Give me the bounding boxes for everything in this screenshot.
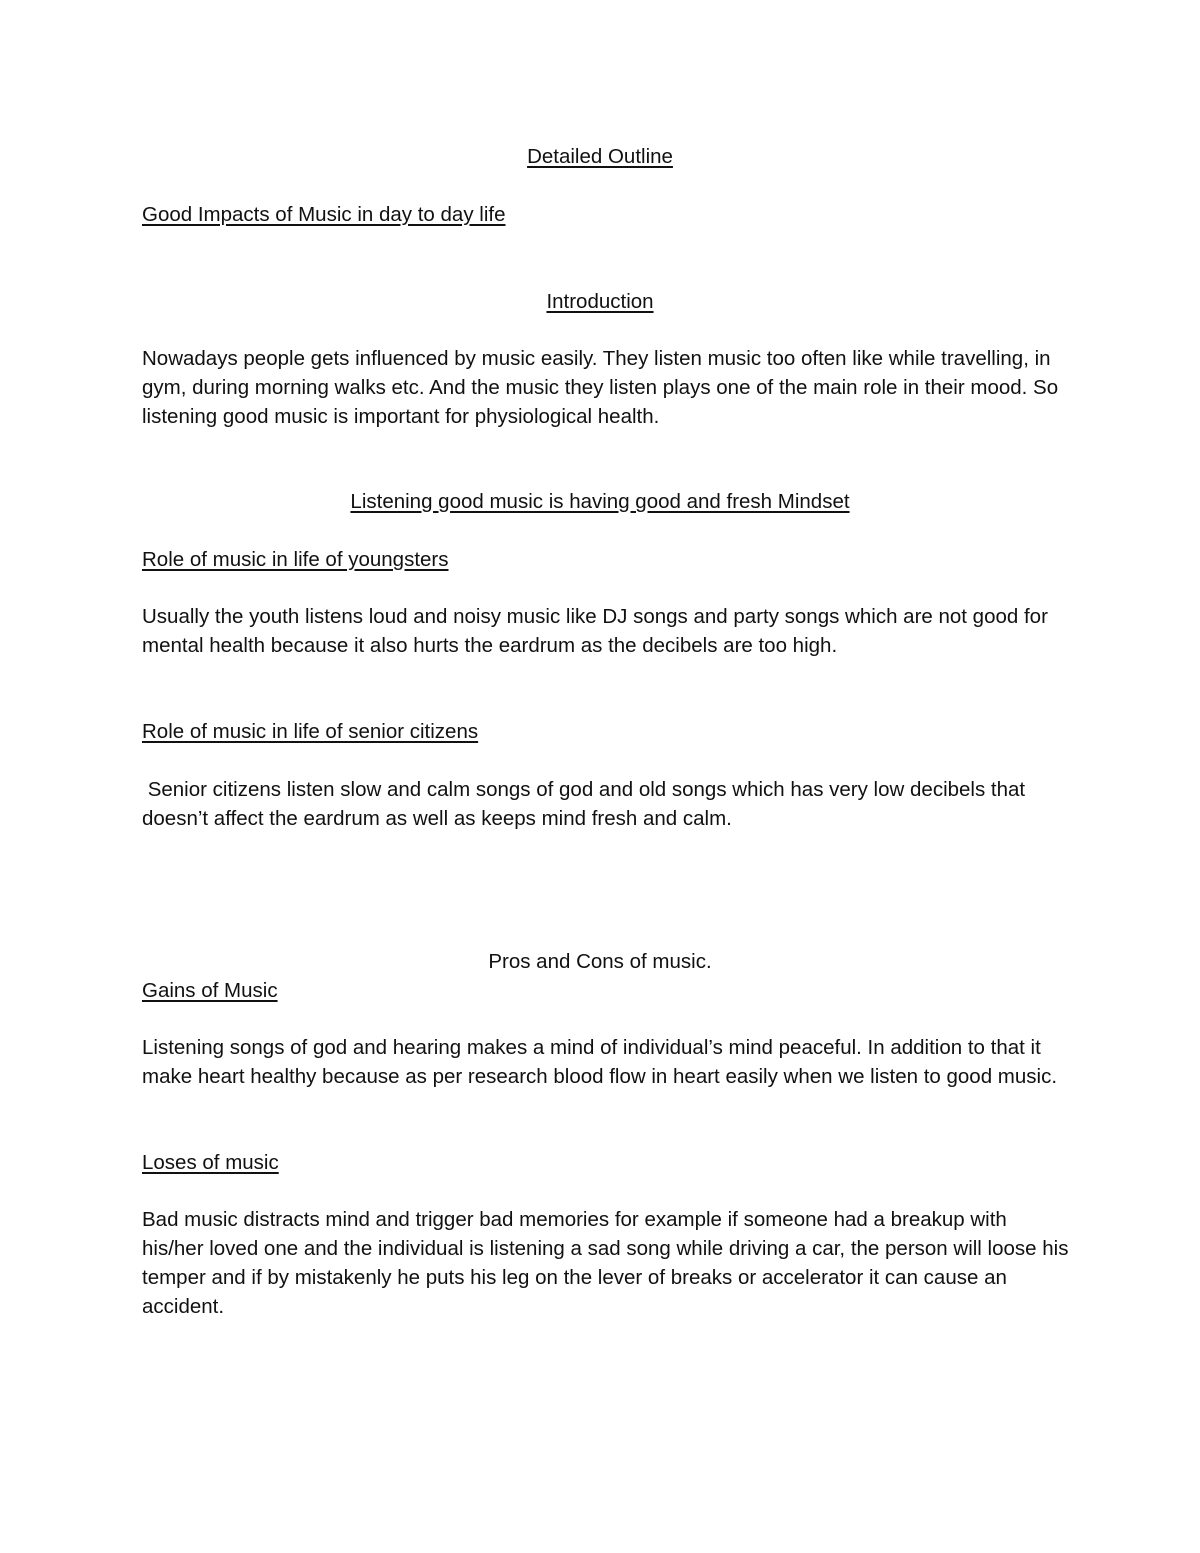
introduction-heading: Introduction (546, 290, 654, 313)
loses-body: Bad music distracts mind and trigger bad memories for example if someone had a breakup with his/her loved one and the individual is listening a sad song while driving a car, the person will loose his temper and if by mistakenly he puts his leg on the lever of breaks or accelerator it can cause an accident. (142, 1208, 1069, 1318)
pros-cons-heading: Pros and Cons of music. (488, 950, 712, 973)
mindset-heading: Listening good music is having good and fresh Mindset (350, 490, 850, 513)
document-title: Detailed Outline (527, 145, 673, 168)
topic-heading: Good Impacts of Music in day to day life (142, 203, 506, 226)
seniors-heading: Role of music in life of senior citizens (142, 720, 479, 743)
gains-body: Listening songs of god and hearing makes a mind of individual’s mind peaceful. In addition to that it make heart healthy because as per research blood flow in heart easily when we listen to good music. (142, 1036, 1058, 1088)
youngsters-body: Usually the youth listens loud and noisy music like DJ songs and party songs which are not good for mental health because it also hurts the eardrum as the decibels are too high. (142, 605, 1048, 657)
gains-heading: Gains of Music (142, 979, 278, 1002)
loses-heading: Loses of music (142, 1151, 279, 1174)
introduction-body: Nowadays people gets influenced by music easily. They listen music too often like while travelling, in gym, during morning walks etc. And the music they listen plays one of the main role in their mood. So listening good music is important for physiological health. (142, 347, 1059, 428)
youngsters-heading: Role of music in life of youngsters (142, 548, 449, 571)
seniors-body: Senior citizens listen slow and calm songs of god and old songs which has very low decibels that doesn’t affect the eardrum as well as keeps mind fresh and calm. (142, 778, 1031, 830)
